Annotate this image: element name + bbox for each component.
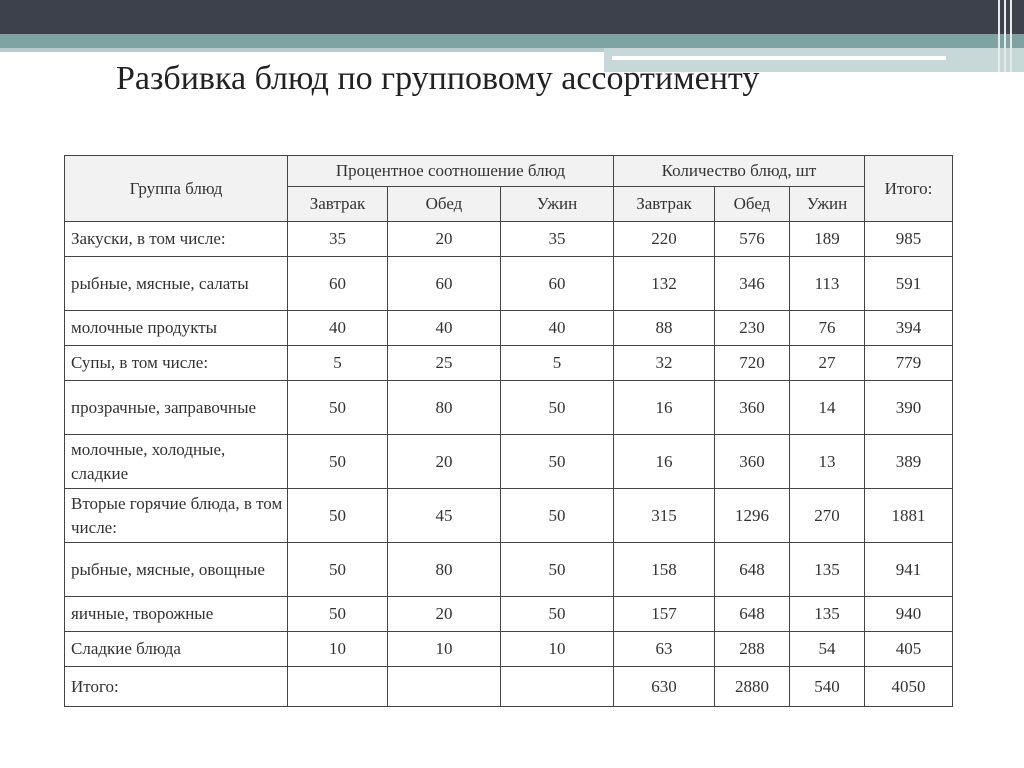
cell: 230 [715, 311, 790, 346]
cell: 40 [288, 311, 388, 346]
row-label: молочные продукты [65, 311, 288, 346]
cell [288, 667, 388, 707]
header-teal-stripe [0, 48, 604, 52]
header-group: Группа блюд [65, 156, 288, 222]
cell: 394 [865, 311, 953, 346]
cell: 20 [388, 597, 501, 632]
cell: 16 [614, 381, 715, 435]
table-row [65, 435, 953, 489]
cell: 648 [715, 543, 790, 597]
table-row-total [65, 667, 953, 707]
cell: 14 [790, 381, 865, 435]
cell: 5 [501, 346, 614, 381]
cell: 135 [790, 543, 865, 597]
cell: 2880 [715, 667, 790, 707]
row-label: Закуски, в том числе: [65, 222, 288, 257]
cell: 50 [501, 381, 614, 435]
cell: 10 [501, 632, 614, 667]
cell: 1881 [865, 489, 953, 543]
cell: 40 [388, 311, 501, 346]
cell: 27 [790, 346, 865, 381]
cell: 54 [790, 632, 865, 667]
table-row [65, 489, 953, 543]
cell: 50 [501, 489, 614, 543]
cell: 720 [715, 346, 790, 381]
cell: 941 [865, 543, 953, 597]
cell: 50 [288, 489, 388, 543]
cell: 113 [790, 257, 865, 311]
cell: 10 [288, 632, 388, 667]
cell: 16 [614, 435, 715, 489]
cell: 985 [865, 222, 953, 257]
table-row [65, 543, 953, 597]
cell: 50 [501, 597, 614, 632]
cell: 50 [288, 435, 388, 489]
cell: 35 [288, 222, 388, 257]
header-sub-breakfast: Завтрак [614, 187, 715, 222]
cell: 270 [790, 489, 865, 543]
cell: 32 [614, 346, 715, 381]
cell: 940 [865, 597, 953, 632]
cell: 50 [501, 435, 614, 489]
header-sub-dinner: Ужин [790, 187, 865, 222]
cell: 157 [614, 597, 715, 632]
cell: 60 [288, 257, 388, 311]
cell: 20 [388, 222, 501, 257]
cell: 5 [288, 346, 388, 381]
header-percent: Процентное соотношение блюд [288, 156, 614, 187]
cell: 576 [715, 222, 790, 257]
cell: 60 [388, 257, 501, 311]
cell: 60 [501, 257, 614, 311]
cell: 189 [790, 222, 865, 257]
table-row [65, 257, 953, 311]
cell: 1296 [715, 489, 790, 543]
cell: 220 [614, 222, 715, 257]
cell: 13 [790, 435, 865, 489]
cell [501, 667, 614, 707]
cell: 405 [865, 632, 953, 667]
cell: 80 [388, 381, 501, 435]
cell: 50 [501, 543, 614, 597]
table-row [65, 222, 953, 257]
cell: 346 [715, 257, 790, 311]
cell: 40 [501, 311, 614, 346]
header-dark-band [0, 0, 1024, 34]
cell: 648 [715, 597, 790, 632]
cell: 540 [790, 667, 865, 707]
cell: 63 [614, 632, 715, 667]
slide-title: Разбивка блюд по групповому ассортименту [116, 60, 760, 97]
cell: 591 [865, 257, 953, 311]
cell: 25 [388, 346, 501, 381]
cell: 360 [715, 435, 790, 489]
row-label: яичные, творожные [65, 597, 288, 632]
header-sub-breakfast: Завтрак [288, 187, 388, 222]
cell: 50 [288, 597, 388, 632]
table-row [65, 311, 953, 346]
cell: 4050 [865, 667, 953, 707]
table-row [65, 632, 953, 667]
cell: 88 [614, 311, 715, 346]
assortment-table [64, 155, 953, 707]
cell: 158 [614, 543, 715, 597]
cell: 20 [388, 435, 501, 489]
table-row [65, 597, 953, 632]
row-label: Вторые горячие блюда, в том числе: [65, 489, 288, 543]
row-label: рыбные, мясные, овощные [65, 543, 288, 597]
header-teal-band [0, 34, 1024, 48]
cell: 360 [715, 381, 790, 435]
header-sub-dinner: Ужин [501, 187, 614, 222]
cell: 45 [388, 489, 501, 543]
header-sub-lunch: Обед [715, 187, 790, 222]
cell: 135 [790, 597, 865, 632]
row-label: Сладкие блюда [65, 632, 288, 667]
row-label: прозрачные, заправочные [65, 381, 288, 435]
cell: 50 [288, 381, 388, 435]
row-label: Супы, в том числе: [65, 346, 288, 381]
row-label: рыбные, мясные, салаты [65, 257, 288, 311]
cell: 288 [715, 632, 790, 667]
header-corner-lines [994, 0, 1024, 72]
cell: 80 [388, 543, 501, 597]
table-row [65, 381, 953, 435]
cell: 35 [501, 222, 614, 257]
cell: 10 [388, 632, 501, 667]
cell: 779 [865, 346, 953, 381]
cell: 76 [790, 311, 865, 346]
header-sub-lunch: Обед [388, 187, 501, 222]
cell: 315 [614, 489, 715, 543]
row-label: Итого: [65, 667, 288, 707]
cell: 630 [614, 667, 715, 707]
cell: 132 [614, 257, 715, 311]
row-label: молочные, холодные, сладкие [65, 435, 288, 489]
header-total: Итого: [865, 156, 953, 222]
table-row [65, 346, 953, 381]
cell: 390 [865, 381, 953, 435]
cell: 50 [288, 543, 388, 597]
cell: 389 [865, 435, 953, 489]
cell [388, 667, 501, 707]
header-count: Количество блюд, шт [614, 156, 865, 187]
